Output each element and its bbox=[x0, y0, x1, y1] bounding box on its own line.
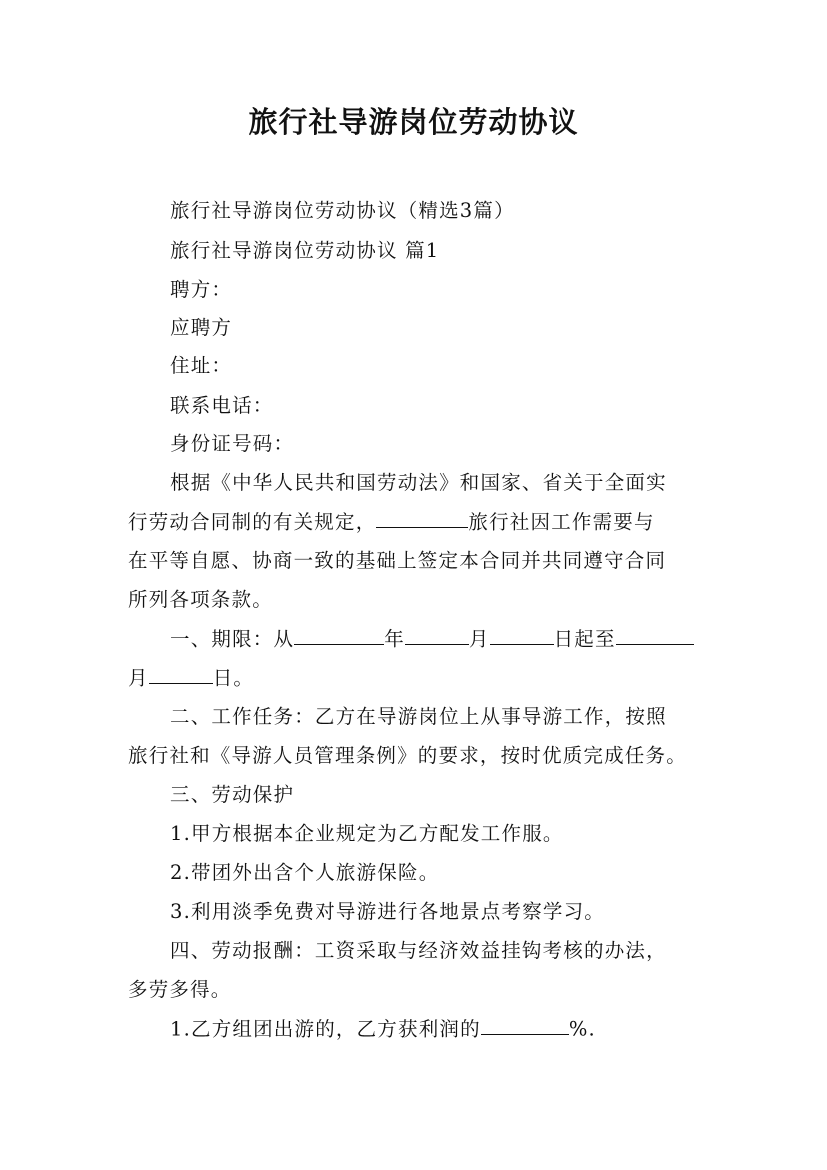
protection-item-3: 3.利用淡季免费对导游进行各地景点考察学习。 bbox=[170, 900, 606, 923]
pay-line-1: 四、劳动报酬：工资采取与经济效益挂钩考核的办法， bbox=[170, 939, 667, 962]
duty-line-2: 旅行社和《导游人员管理条例》的要求，按时优质完成任务。 bbox=[128, 744, 687, 767]
term-end-month-label: 月 bbox=[128, 666, 149, 690]
profit-percent-blank bbox=[481, 1014, 569, 1035]
term-label: 一、期限：从 bbox=[170, 627, 295, 651]
preamble-line-2 bbox=[128, 507, 708, 537]
agency-name-blank bbox=[376, 507, 468, 528]
employee-field: 应聘方 bbox=[170, 316, 233, 339]
employer-field: 聘方： bbox=[170, 278, 233, 301]
term-line-1 bbox=[170, 624, 710, 654]
preamble-line-2-end: 旅行社因工作需要与 bbox=[468, 510, 655, 534]
preamble-line-3: 在平等自愿、协商一致的基础上签定本合同并共同遵守合同 bbox=[128, 549, 667, 572]
protection-item-2: 2.带团外出含个人旅游保险。 bbox=[170, 861, 440, 884]
end-year-blank bbox=[616, 624, 694, 645]
pay-item-1-text: 1.乙方组团出游的，乙方获利润的 bbox=[170, 1017, 481, 1041]
start-month-blank bbox=[405, 624, 469, 645]
protection-heading: 三、劳动保护 bbox=[170, 783, 295, 806]
start-year-blank bbox=[294, 624, 384, 645]
protection-item-1: 1.甲方根据本企业规定为乙方配发工作服。 bbox=[170, 822, 564, 845]
start-day-blank bbox=[490, 624, 554, 645]
pay-item-1-suffix: %. bbox=[568, 1017, 596, 1041]
preamble-line-4: 所列各项条款。 bbox=[128, 588, 273, 611]
term-until-label: 日起至 bbox=[553, 627, 616, 651]
term-end-day-label: 日。 bbox=[212, 666, 255, 690]
phone-field: 联系电话： bbox=[170, 394, 274, 417]
term-year-label: 年 bbox=[384, 627, 405, 651]
document-title: 旅行社导游岗位劳动协议 bbox=[248, 105, 579, 139]
preamble-line-1: 根据《中华人民共和国劳动法》和国家、省关于全面实 bbox=[170, 471, 667, 494]
preamble-line-2-start: 行劳动合同制的有关规定， bbox=[128, 510, 377, 534]
pay-line-2: 多劳多得。 bbox=[128, 978, 232, 1001]
address-field: 住址： bbox=[170, 354, 233, 377]
id-number-field: 身份证号码： bbox=[170, 432, 295, 455]
duty-line-1: 二、工作任务：乙方在导游岗位上从事导游工作，按照 bbox=[170, 705, 667, 728]
term-line-2 bbox=[128, 663, 708, 693]
term-month-label: 月 bbox=[468, 627, 490, 651]
document-subtitle: 旅行社导游岗位劳动协议（精选3篇） bbox=[170, 199, 515, 222]
end-day-blank bbox=[149, 663, 213, 684]
article-heading: 旅行社导游岗位劳动协议 篇1 bbox=[170, 239, 440, 262]
pay-item-1 bbox=[170, 1014, 710, 1044]
